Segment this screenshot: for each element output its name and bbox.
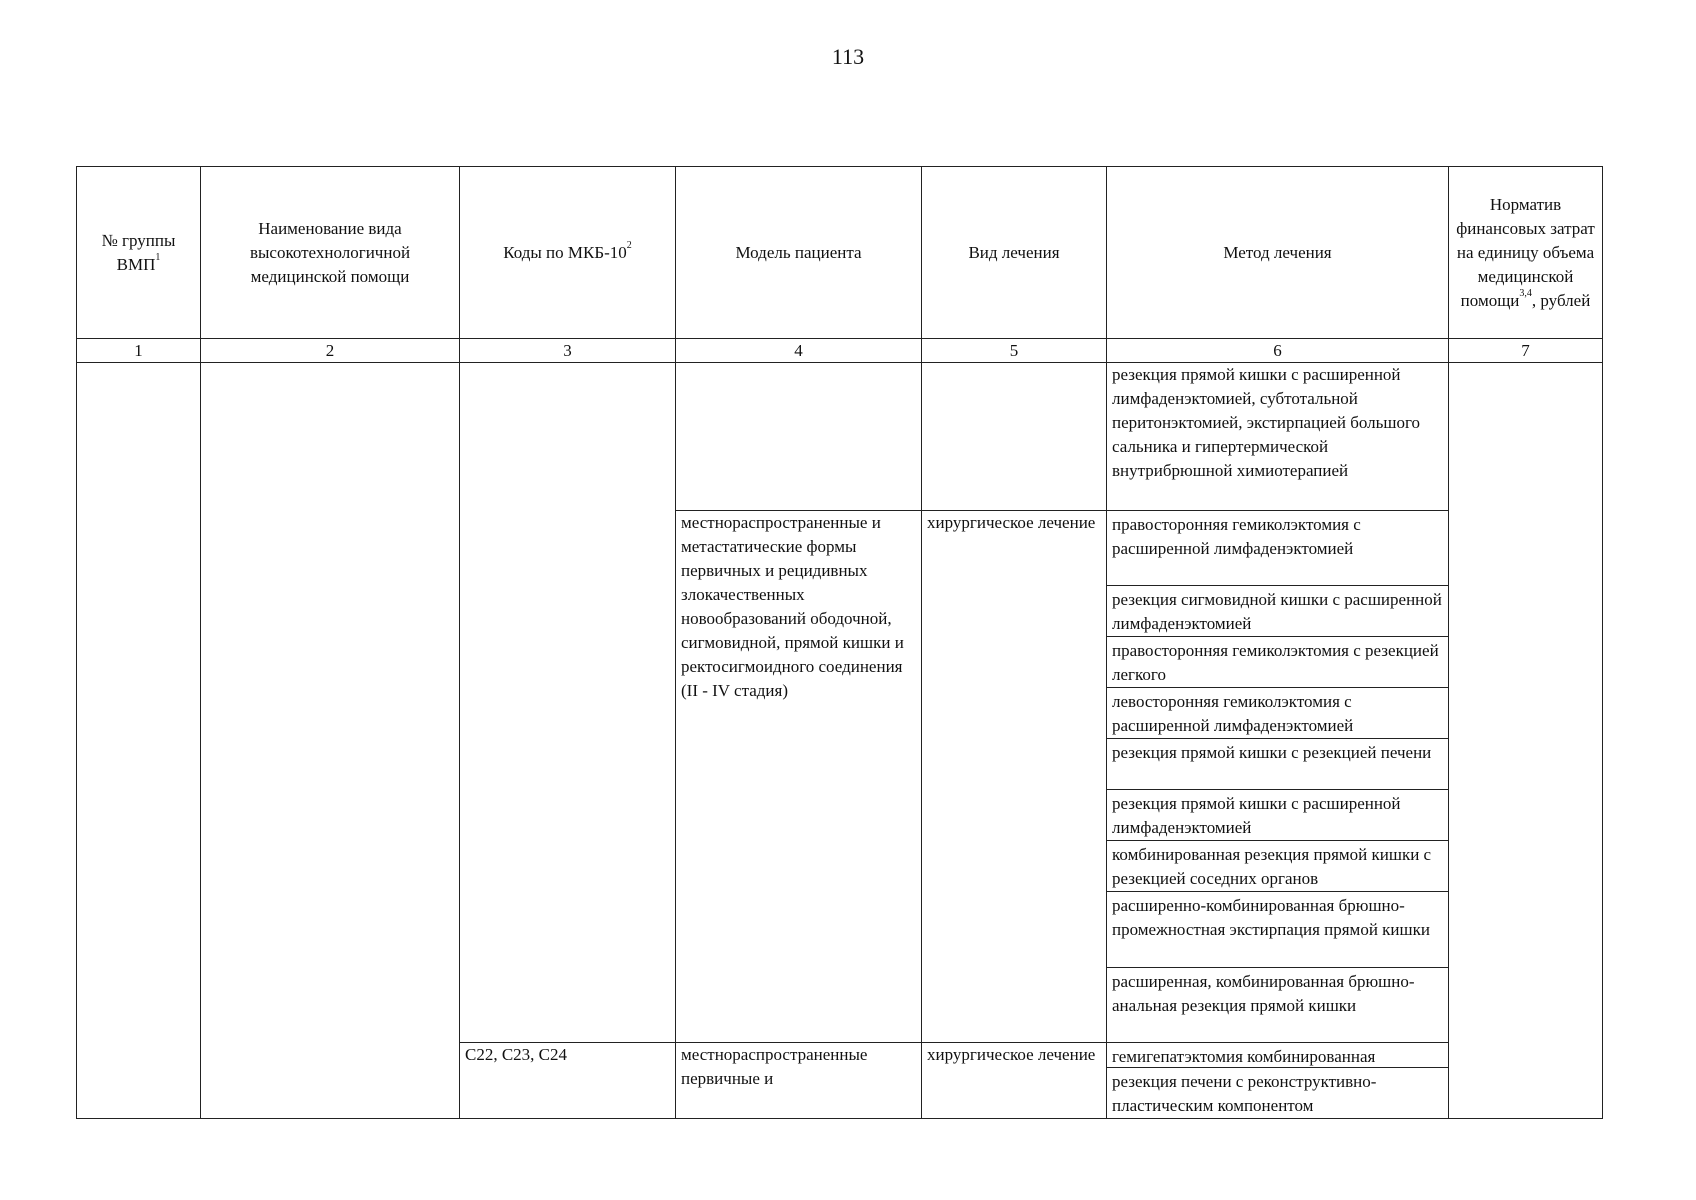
column-number: 6 bbox=[1107, 339, 1449, 363]
method-item: резекция прямой кишки с резекцией печени bbox=[1107, 739, 1448, 790]
column-number: 7 bbox=[1449, 339, 1603, 363]
header-group-number: № группы ВМП$^1$ bbox=[77, 167, 201, 339]
group-number-cell bbox=[77, 363, 201, 1119]
method-item: левосторонняя гемиколэктомия с расширенной лимфаденэктомией bbox=[1107, 688, 1448, 739]
vmp-table bbox=[76, 166, 1603, 1119]
method-item: правосторонняя гемиколэктомия с расширенной лимфаденэктомией bbox=[1107, 511, 1448, 586]
header-icd-codes: Коды по МКБ-$10^2$ bbox=[460, 167, 676, 339]
column-number: 1 bbox=[77, 339, 201, 363]
method-item: расширенная, комбинированная брюшно-анальная резекция прямой кишки bbox=[1112, 972, 1415, 1015]
method-item: правосторонняя гемиколэктомия с резекцией легкого bbox=[1107, 637, 1448, 688]
method-item: резекция сигмовидной кишки с расширенной лимфаденэктомией bbox=[1107, 586, 1448, 637]
icd-codes-cell bbox=[460, 363, 676, 1043]
treatment-method-cell: резекция прямой кишки с расширенной лимфаденэктомией, субтотальной перитонэктомией, экстирпацией большого сальника и гипертермической внутрибрюшной химиотерапией bbox=[1107, 363, 1449, 511]
treatment-type-cell: хирургическое лечение bbox=[922, 1043, 1107, 1119]
patient-model-cell bbox=[676, 363, 922, 511]
method-item: резекция печени с реконструктивно-пластическим компонентом bbox=[1112, 1072, 1377, 1115]
patient-model-cell: местнораспространенные первичные и bbox=[676, 1043, 922, 1119]
header-treatment-method: Метод лечения bbox=[1107, 167, 1449, 339]
header-treatment-type: Вид лечения bbox=[922, 167, 1107, 339]
methods-list bbox=[1107, 1043, 1448, 1118]
method-item: комбинированная резекция прямой кишки с резекцией соседних органов bbox=[1107, 841, 1448, 892]
treatment-type-cell bbox=[922, 363, 1107, 511]
column-number: 2 bbox=[201, 339, 460, 363]
methods-list bbox=[1107, 511, 1448, 1042]
column-number: 3 bbox=[460, 339, 676, 363]
care-type-cell bbox=[201, 363, 460, 1119]
method-item: расширенно-комбинированная брюшно-промежностная экстирпация прямой кишки bbox=[1107, 892, 1448, 968]
patient-model-cell: местнораспространенные и метастатические формы первичных и рецидивных злокачественных новообразований ободочной, сигмовидной, прямой кишки и ректосигмоидного соединения (II - IV стадия) bbox=[676, 511, 922, 1043]
treatment-methods-cell bbox=[1107, 511, 1449, 1043]
cost-standard-cell bbox=[1449, 363, 1603, 1119]
header-cost-standard: Норматив финансовых затрат на единицу объема медицинской помощи$^{3,4}$, рублей bbox=[1449, 167, 1603, 339]
icd-codes-cell: C22, C23, C24 bbox=[460, 1043, 676, 1119]
header-patient-model: Модель пациента bbox=[676, 167, 922, 339]
column-number-row bbox=[77, 339, 1603, 363]
method-item: гемигепатэктомия комбинированная bbox=[1107, 1043, 1448, 1068]
header-row bbox=[77, 167, 1603, 339]
method-item: резекция прямой кишки с расширенной лимфаденэктомией bbox=[1107, 790, 1448, 841]
treatment-methods-cell bbox=[1107, 1043, 1449, 1119]
table-row bbox=[77, 363, 1603, 511]
header-care-type: Наименование вида высокотехнологичной медицинской помощи bbox=[201, 167, 460, 339]
treatment-type-cell: хирургическое лечение bbox=[922, 511, 1107, 1043]
page-number: 113 bbox=[831, 44, 865, 69]
column-number: 5 bbox=[922, 339, 1107, 363]
column-number: 4 bbox=[676, 339, 922, 363]
